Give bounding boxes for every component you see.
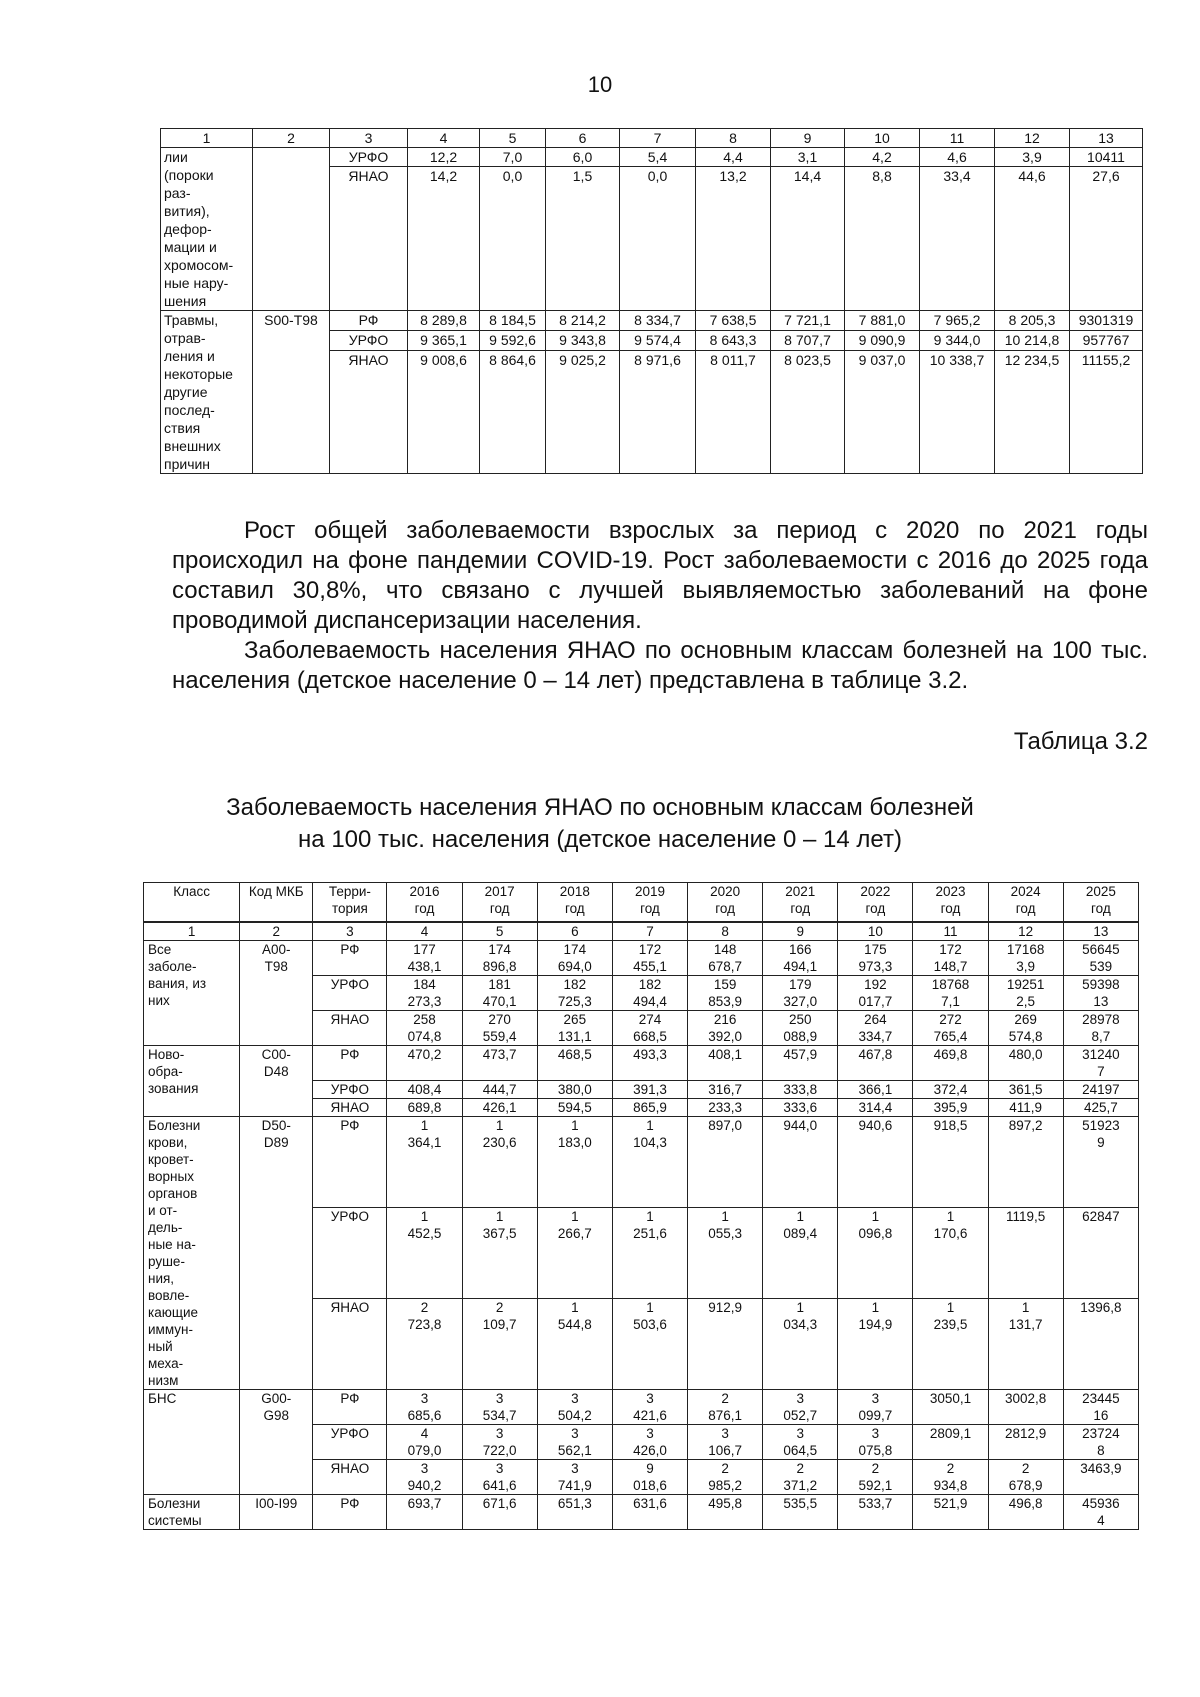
value-cell: 1 251,6 — [612, 1208, 687, 1299]
col-number: 10 — [838, 922, 913, 941]
value-cell: 182 725,3 — [537, 976, 612, 1011]
header-year: 2025 год — [1063, 883, 1138, 923]
header-year: 2020 год — [688, 883, 763, 923]
value-cell: 333,8 — [763, 1081, 838, 1099]
territory-cell: ЯНАО — [330, 167, 408, 311]
paragraph-intro: Заболеваемость населения ЯНАО по основным классам болезней на 100 тыс. населения (детское население 0 – 14 лет) представлена в таблице 3.2. — [172, 637, 1148, 694]
value-cell: 473,7 — [462, 1046, 537, 1081]
value-cell: 395,9 — [913, 1099, 988, 1117]
value-cell: 10 338,7 — [920, 350, 995, 473]
value-cell: 897,2 — [988, 1117, 1063, 1208]
value-cell: 380,0 — [537, 1081, 612, 1099]
value-cell: 7 638,5 — [696, 311, 771, 331]
value-cell: 1 183,0 — [537, 1117, 612, 1208]
value-cell: 9 008,6 — [408, 350, 480, 473]
value-cell: 918,5 — [913, 1117, 988, 1208]
code-cell — [253, 148, 330, 311]
value-cell: 2 876,1 — [688, 1390, 763, 1425]
value-cell: 24197 — [1063, 1081, 1138, 1099]
value-cell: 0,0 — [620, 167, 696, 311]
territory-cell: РФ — [313, 941, 387, 976]
value-cell: 8 011,7 — [696, 350, 771, 473]
value-cell: 594,5 — [537, 1099, 612, 1117]
value-cell: 23445 16 — [1063, 1390, 1138, 1425]
value-cell: 7,0 — [480, 148, 546, 167]
value-cell: 8,8 — [845, 167, 920, 311]
code-cell: I00-I99 — [240, 1495, 313, 1530]
value-cell: 7 965,2 — [920, 311, 995, 331]
value-cell: 9 343,8 — [546, 330, 620, 350]
header-class: Класс — [144, 883, 240, 923]
value-cell: 3050,1 — [913, 1390, 988, 1425]
value-cell: 957767 — [1070, 330, 1143, 350]
value-cell: 9 574,4 — [620, 330, 696, 350]
territory-cell: ЯНАО — [313, 1011, 387, 1046]
value-cell: 182 494,4 — [612, 976, 687, 1011]
value-cell: 469,8 — [913, 1046, 988, 1081]
col-number: 1 — [144, 922, 240, 941]
value-cell: 3 099,7 — [838, 1390, 913, 1425]
table-row — [144, 1117, 1139, 1208]
value-cell: 3 534,7 — [462, 1390, 537, 1425]
table-title-line: на 100 тыс. населения (детское население 0 – 14 лет) — [298, 826, 902, 853]
value-cell: 3,9 — [995, 148, 1070, 167]
value-cell: 14,4 — [771, 167, 845, 311]
value-cell: 535,5 — [763, 1495, 838, 1530]
code-cell: D50- D89 — [240, 1117, 313, 1390]
value-cell: 3 722,0 — [462, 1425, 537, 1460]
value-cell: 2 109,7 — [462, 1299, 537, 1390]
value-cell: 8 184,5 — [480, 311, 546, 331]
class-cell: Ново- обра- зования — [144, 1046, 240, 1117]
value-cell: 9 344,0 — [920, 330, 995, 350]
value-cell: 1 544,8 — [537, 1299, 612, 1390]
value-cell: 8 214,2 — [546, 311, 620, 331]
value-cell: 4,2 — [845, 148, 920, 167]
value-cell: 425,7 — [1063, 1099, 1138, 1117]
value-cell: 166 494,1 — [763, 941, 838, 976]
value-cell: 495,8 — [688, 1495, 763, 1530]
value-cell: 7 881,0 — [845, 311, 920, 331]
value-cell: 8 023,5 — [771, 350, 845, 473]
value-cell: 4,4 — [696, 148, 771, 167]
value-cell: 148 678,7 — [688, 941, 763, 976]
col-number: 8 — [688, 922, 763, 941]
value-cell: 4,6 — [920, 148, 995, 167]
territory-cell: РФ — [330, 311, 408, 331]
value-cell: 1 104,3 — [612, 1117, 687, 1208]
value-cell: 1 452,5 — [387, 1208, 462, 1299]
value-cell: 9 365,1 — [408, 330, 480, 350]
value-cell: 480,0 — [988, 1046, 1063, 1081]
value-cell: 1 367,5 — [462, 1208, 537, 1299]
value-cell: 470,2 — [387, 1046, 462, 1081]
header-row — [161, 129, 1143, 148]
territory-cell: УРФО — [330, 330, 408, 350]
page-number: 10 — [587, 72, 613, 97]
col-number: 5 — [480, 129, 546, 148]
value-cell: 9 592,6 — [480, 330, 546, 350]
value-cell: 258 074,8 — [387, 1011, 462, 1046]
value-cell: 3002,8 — [988, 1390, 1063, 1425]
value-cell: 3 106,7 — [688, 1425, 763, 1460]
value-cell: 2 592,1 — [838, 1460, 913, 1495]
value-cell: 8 334,7 — [620, 311, 696, 331]
value-cell: 45936 4 — [1063, 1495, 1138, 1530]
value-cell: 408,1 — [688, 1046, 763, 1081]
value-cell: 2 985,2 — [688, 1460, 763, 1495]
value-cell: 27,6 — [1070, 167, 1143, 311]
value-cell: 3,1 — [771, 148, 845, 167]
value-cell: 1 194,9 — [838, 1299, 913, 1390]
col-number: 9 — [771, 129, 845, 148]
value-cell: 1 034,3 — [763, 1299, 838, 1390]
class-cell: БНС — [144, 1390, 240, 1495]
column-number-row — [144, 922, 1139, 941]
value-cell: 865,9 — [612, 1099, 687, 1117]
col-number: 12 — [995, 129, 1070, 148]
col-number: 3 — [330, 129, 408, 148]
value-cell: 31240 7 — [1063, 1046, 1138, 1081]
col-number: 4 — [408, 129, 480, 148]
value-cell: 468,5 — [537, 1046, 612, 1081]
value-cell: 272 765,4 — [913, 1011, 988, 1046]
value-cell: 3 064,5 — [763, 1425, 838, 1460]
value-cell: 269 574,8 — [988, 1011, 1063, 1046]
col-number: 7 — [612, 922, 687, 941]
value-cell: 693,7 — [387, 1495, 462, 1530]
value-cell: 631,6 — [612, 1495, 687, 1530]
value-cell: 8 971,6 — [620, 350, 696, 473]
territory-cell: ЯНАО — [313, 1099, 387, 1117]
value-cell: 689,8 — [387, 1099, 462, 1117]
value-cell: 912,9 — [688, 1299, 763, 1390]
col-number: 5 — [462, 922, 537, 941]
value-cell: 181 470,1 — [462, 976, 537, 1011]
value-cell: 651,3 — [537, 1495, 612, 1530]
value-cell: 3 421,6 — [612, 1390, 687, 1425]
class-cell: Травмы, отрав- ления и некоторые другие послед- ствия внешних причин — [161, 311, 253, 474]
value-cell: 216 392,0 — [688, 1011, 763, 1046]
col-number: 6 — [537, 922, 612, 941]
morbidity-table — [143, 882, 1139, 1530]
territory-cell: УРФО — [313, 1081, 387, 1099]
value-cell: 8 643,3 — [696, 330, 771, 350]
value-cell: 2809,1 — [913, 1425, 988, 1460]
value-cell: 4 079,0 — [387, 1425, 462, 1460]
value-cell: 9 090,9 — [845, 330, 920, 350]
col-number: 11 — [913, 922, 988, 941]
table-title-line: Заболеваемость населения ЯНАО по основным классам болезней — [226, 794, 974, 821]
header-year: 2023 год — [913, 883, 988, 923]
value-cell: 496,8 — [988, 1495, 1063, 1530]
col-number: 13 — [1063, 922, 1138, 941]
value-cell: 533,7 — [838, 1495, 913, 1530]
value-cell: 1 089,4 — [763, 1208, 838, 1299]
value-cell: 1 230,6 — [462, 1117, 537, 1208]
territory-cell: РФ — [313, 1495, 387, 1530]
value-cell: 11155,2 — [1070, 350, 1143, 473]
value-cell: 1 364,1 — [387, 1117, 462, 1208]
table-row — [144, 1495, 1139, 1530]
header-year: 2019 год — [612, 883, 687, 923]
value-cell: 1 131,7 — [988, 1299, 1063, 1390]
value-cell: 51923 9 — [1063, 1117, 1138, 1208]
col-number: 2 — [240, 922, 313, 941]
class-cell: Болезни системы — [144, 1495, 240, 1530]
value-cell: 172 148,7 — [913, 941, 988, 976]
header-year: 2022 год — [838, 883, 913, 923]
value-cell: 940,6 — [838, 1117, 913, 1208]
value-cell: 23724 8 — [1063, 1425, 1138, 1460]
col-number: 2 — [253, 129, 330, 148]
value-cell: 897,0 — [688, 1117, 763, 1208]
value-cell: 9 037,0 — [845, 350, 920, 473]
code-cell: C00- D48 — [240, 1046, 313, 1117]
value-cell: 233,3 — [688, 1099, 763, 1117]
value-cell: 2 934,8 — [913, 1460, 988, 1495]
territory-cell: РФ — [313, 1390, 387, 1425]
header-territory: Терри- тория — [313, 883, 387, 923]
value-cell: 493,3 — [612, 1046, 687, 1081]
value-cell: 174 896,8 — [462, 941, 537, 976]
value-cell: 1 239,5 — [913, 1299, 988, 1390]
value-cell: 3 075,8 — [838, 1425, 913, 1460]
value-cell: 59398 13 — [1063, 976, 1138, 1011]
header-year: 2017 год — [462, 883, 537, 923]
value-cell: 184 273,3 — [387, 976, 462, 1011]
header-row — [144, 883, 1139, 923]
value-cell: 361,5 — [988, 1081, 1063, 1099]
value-cell: 33,4 — [920, 167, 995, 311]
value-cell: 28978 8,7 — [1063, 1011, 1138, 1046]
territory-cell: ЯНАО — [330, 350, 408, 473]
value-cell: 250 088,9 — [763, 1011, 838, 1046]
table-label: Таблица 3.2 — [1013, 728, 1148, 755]
value-cell: 333,6 — [763, 1099, 838, 1117]
value-cell: 411,9 — [988, 1099, 1063, 1117]
value-cell: 264 334,7 — [838, 1011, 913, 1046]
value-cell: 179 327,0 — [763, 976, 838, 1011]
code-cell: A00- T98 — [240, 941, 313, 1046]
col-number: 13 — [1070, 129, 1143, 148]
table-row — [161, 148, 1143, 167]
value-cell: 8 707,7 — [771, 330, 845, 350]
value-cell: 18768 7,1 — [913, 976, 988, 1011]
value-cell: 521,9 — [913, 1495, 988, 1530]
value-cell: 9301319 — [1070, 311, 1143, 331]
value-cell: 2 371,2 — [763, 1460, 838, 1495]
header-year: 2021 год — [763, 883, 838, 923]
value-cell: 1 503,6 — [612, 1299, 687, 1390]
territory-cell: ЯНАО — [313, 1299, 387, 1390]
value-cell: 426,1 — [462, 1099, 537, 1117]
value-cell: 944,0 — [763, 1117, 838, 1208]
value-cell: 13,2 — [696, 167, 771, 311]
header-year: 2024 год — [988, 883, 1063, 923]
value-cell: 10411 — [1070, 148, 1143, 167]
value-cell: 7 721,1 — [771, 311, 845, 331]
value-cell: 467,8 — [838, 1046, 913, 1081]
code-cell: S00-T98 — [253, 311, 330, 474]
value-cell: 9 018,6 — [612, 1460, 687, 1495]
value-cell: 3 685,6 — [387, 1390, 462, 1425]
value-cell: 270 559,4 — [462, 1011, 537, 1046]
value-cell: 3463,9 — [1063, 1460, 1138, 1495]
value-cell: 6,0 — [546, 148, 620, 167]
table-row — [144, 1390, 1139, 1425]
territory-cell: УРФО — [313, 1208, 387, 1299]
value-cell: 3 741,9 — [537, 1460, 612, 1495]
territory-cell: РФ — [313, 1117, 387, 1208]
col-number: 1 — [161, 129, 253, 148]
value-cell: 3 940,2 — [387, 1460, 462, 1495]
value-cell: 3 504,2 — [537, 1390, 612, 1425]
value-cell: 62847 — [1063, 1208, 1138, 1299]
col-number: 7 — [620, 129, 696, 148]
value-cell: 10 214,8 — [995, 330, 1070, 350]
value-cell: 8 289,8 — [408, 311, 480, 331]
table-row — [144, 941, 1139, 976]
value-cell: 8 205,3 — [995, 311, 1070, 331]
value-cell: 175 973,3 — [838, 941, 913, 976]
class-cell: Болезни крови, кровет- ворных органов и от- дель- ные на- руше- ния, вовле- кающие иммун- ный меха- низм — [144, 1117, 240, 1390]
value-cell: 444,7 — [462, 1081, 537, 1099]
value-cell: 372,4 — [913, 1081, 988, 1099]
value-cell: 2812,9 — [988, 1425, 1063, 1460]
col-number: 10 — [845, 129, 920, 148]
value-cell: 391,3 — [612, 1081, 687, 1099]
value-cell: 408,4 — [387, 1081, 462, 1099]
territory-cell: УРФО — [313, 976, 387, 1011]
value-cell: 366,1 — [838, 1081, 913, 1099]
code-cell: G00- G98 — [240, 1390, 313, 1495]
value-cell: 172 455,1 — [612, 941, 687, 976]
territory-cell: УРФО — [330, 148, 408, 167]
value-cell: 1,5 — [546, 167, 620, 311]
col-number: 6 — [546, 129, 620, 148]
value-cell: 457,9 — [763, 1046, 838, 1081]
header-year: 2018 год — [537, 883, 612, 923]
territory-cell: РФ — [313, 1046, 387, 1081]
value-cell: 14,2 — [408, 167, 480, 311]
table-row — [161, 311, 1143, 331]
table-row — [144, 1046, 1139, 1081]
value-cell: 12,2 — [408, 148, 480, 167]
value-cell: 0,0 — [480, 167, 546, 311]
value-cell: 265 131,1 — [537, 1011, 612, 1046]
value-cell: 3 426,0 — [612, 1425, 687, 1460]
table-title — [0, 792, 1200, 856]
header-year: 2016 год — [387, 883, 462, 923]
col-number: 12 — [988, 922, 1063, 941]
value-cell: 1119,5 — [988, 1208, 1063, 1299]
value-cell: 56645 539 — [1063, 941, 1138, 976]
value-cell: 1 055,3 — [688, 1208, 763, 1299]
col-number: 8 — [696, 129, 771, 148]
value-cell: 671,6 — [462, 1495, 537, 1530]
value-cell: 314,4 — [838, 1099, 913, 1117]
col-number: 4 — [387, 922, 462, 941]
col-number: 9 — [763, 922, 838, 941]
territory-cell: ЯНАО — [313, 1460, 387, 1495]
value-cell: 1 170,6 — [913, 1208, 988, 1299]
value-cell: 1 096,8 — [838, 1208, 913, 1299]
value-cell: 44,6 — [995, 167, 1070, 311]
paragraph-growth: Рост общей заболеваемости взрослых за период с 2020 по 2021 годы происходил на фоне пандемии COVID-19. Рост заболеваемости с 2016 до 2025 года составил 30,8%, что связано с лучшей выявляемостью заболеваний на фоне проводимой диспансеризации населения. — [172, 517, 1148, 634]
value-cell: 159 853,9 — [688, 976, 763, 1011]
value-cell: 3 641,6 — [462, 1460, 537, 1495]
value-cell: 2 678,9 — [988, 1460, 1063, 1495]
value-cell: 3 562,1 — [537, 1425, 612, 1460]
value-cell: 192 017,7 — [838, 976, 913, 1011]
value-cell: 9 025,2 — [546, 350, 620, 473]
col-number: 3 — [313, 922, 387, 941]
territory-cell: УРФО — [313, 1425, 387, 1460]
value-cell: 5,4 — [620, 148, 696, 167]
continuation-table — [160, 128, 1143, 474]
value-cell: 2 723,8 — [387, 1299, 462, 1390]
col-number: 11 — [920, 129, 995, 148]
class-cell: лии (пороки раз- вития), дефор- мации и хромосом- ные нару- шения — [161, 148, 253, 311]
value-cell: 8 864,6 — [480, 350, 546, 473]
value-cell: 177 438,1 — [387, 941, 462, 976]
class-cell: Все заболе- вания, из них — [144, 941, 240, 1046]
value-cell: 3 052,7 — [763, 1390, 838, 1425]
value-cell: 174 694,0 — [537, 941, 612, 976]
value-cell: 274 668,5 — [612, 1011, 687, 1046]
value-cell: 316,7 — [688, 1081, 763, 1099]
value-cell: 17168 3,9 — [988, 941, 1063, 976]
value-cell: 19251 2,5 — [988, 976, 1063, 1011]
value-cell: 1396,8 — [1063, 1299, 1138, 1390]
value-cell: 1 266,7 — [537, 1208, 612, 1299]
value-cell: 12 234,5 — [995, 350, 1070, 473]
header-code: Код МКБ — [240, 883, 313, 923]
